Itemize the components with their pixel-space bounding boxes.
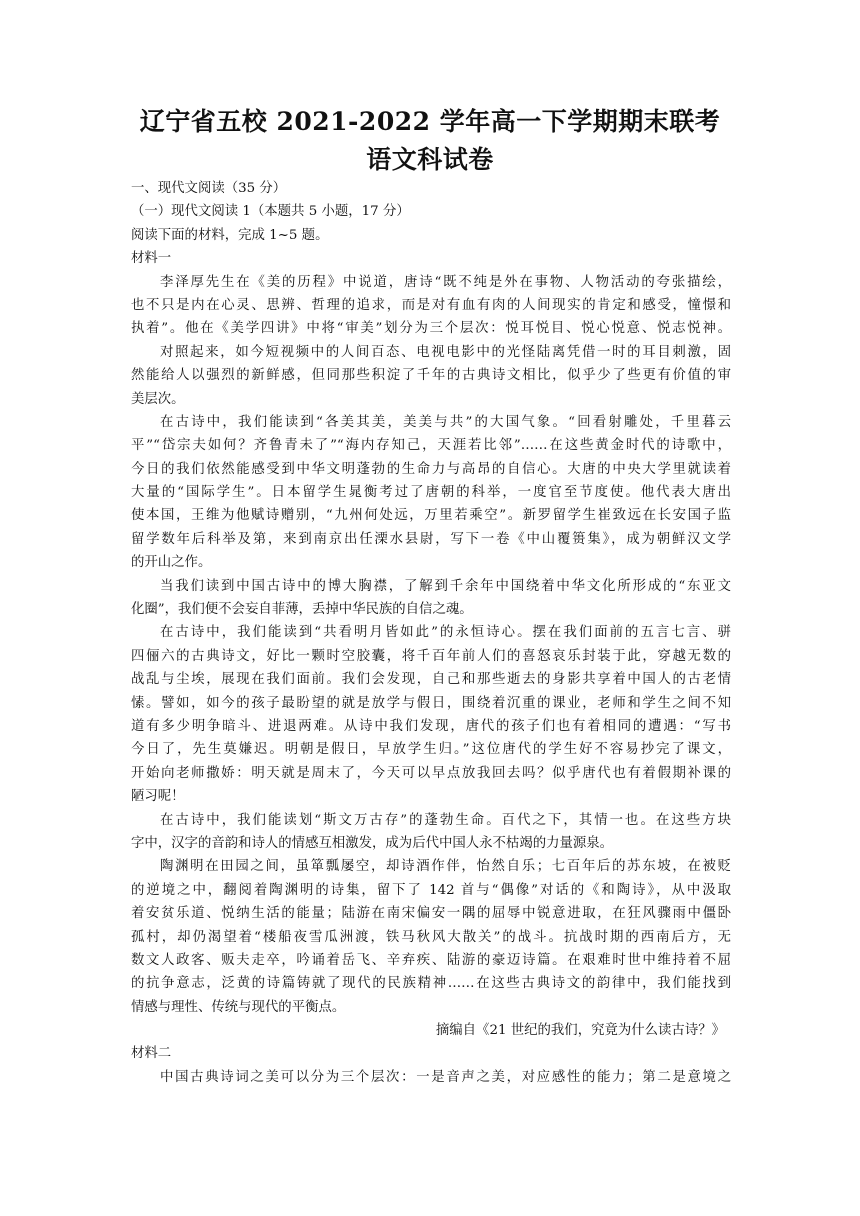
paragraph-line: 的抗争意志，泛黄的诗篇铸就了现代的民族精神……在这些古典诗文的韵律中，我们能找到 <box>131 976 731 992</box>
subsection-heading: （一）现代文阅读 1（本题共 5 小题，17 分） <box>131 204 410 220</box>
paragraph-line: 字中，汉字的音韵和诗人的情感互相激发，成为后代中国人永不枯竭的力量源泉。 <box>131 835 614 851</box>
paragraph-line: 美层次。 <box>131 391 185 407</box>
paragraph-line: 中国古典诗词之美可以分为三个层次：一是音声之美，对应感性的能力；第二是意境之 <box>160 1069 731 1085</box>
paragraph-line: 化圈”，我们便不会妄自菲薄，丢掉中华民族的自信之魂。 <box>131 602 473 618</box>
paragraph-line: 使本国，王维为他赋诗赠别，“九州何处远，万里若乘空”。新罗留学生崔致远在长安国子监 <box>131 508 731 524</box>
section-heading: 一、现代文阅读（35 分） <box>131 181 287 196</box>
paragraph-line: 在古诗中，我们能读到“共看明月皆如此”的永恒诗心。摆在我们面前的五言七言、骈 <box>160 625 731 641</box>
paragraph-line: 然能给人以强烈的新鲜感，但同那些积淀了千年的古典诗文相比，似乎少了些更有价值的审 <box>131 368 731 384</box>
paragraph-line: 数文人政客、贩夫走卒，吟诵着岳飞、辛弃疾、陆游的豪迈诗篇。在艰难时世中维持着不屈 <box>131 952 731 968</box>
paragraph-line: 也不只是内在心灵、思辨、哲理的追求，而是对有血有肉的人间现实的肯定和感受，憧憬和 <box>131 297 731 313</box>
paragraph-line: 对照起来，如今短视频中的人间百态、电视电影中的光怪陆离凭借一时的耳目刺激，固 <box>160 344 731 360</box>
paragraph-line: 愫。譬如，如今的孩子最盼望的就是放学与假日，围绕着沉重的课业，老师和学生之间不知 <box>131 695 731 711</box>
paragraph-line: 陶渊明在田园之间，虽箪瓢屡空，却诗酒作伴，怡然自乐；七百年后的苏东坡，在被贬 <box>160 859 731 875</box>
paragraph-line: 道有多少明争暗斗、进退两难。从诗中我们发现，唐代的孩子们也有着相同的遭遇：“写书 <box>131 718 731 734</box>
paragraph-line: 战乱与尘埃，展现在我们面前。我们会发现，自己和那些逝去的身影共享着中国人的古老情 <box>131 672 731 688</box>
source-citation: 摘编自《21 世纪的我们，究竟为什么读古诗？》 <box>435 1023 725 1039</box>
paragraph-line: 的开山之作。 <box>131 555 212 571</box>
material-label: 材料一 <box>131 251 172 267</box>
paragraph-line: 着安贫乐道、悦纳生活的能量；陆游在南宋偏安一隅的屈辱中锐意进取，在狂风骤雨中僵卧 <box>131 906 731 922</box>
exam-subtitle: 语文科试卷 <box>366 145 494 174</box>
material-label: 材料二 <box>131 1046 172 1062</box>
paragraph-line: 今日的我们依然能感受到中华文明蓬勃的生命力与高昂的自信心。大唐的中央大学里就读着 <box>131 461 731 477</box>
paragraph-line: 执着”。他在《美学四讲》中将“审美”划分为三个层次：悦耳悦目、悦心悦意、悦志悦神。 <box>131 321 731 337</box>
paragraph-line: 四俪六的古典诗文，好比一颗时空胶囊，将千百年前人们的喜怒哀乐封装于此，穿越无数的 <box>131 648 731 664</box>
paragraph-line: 留学数年后科举及第，来到南京出任溧水县尉，写下一卷《中山覆篑集》，成为朝鲜汉文学 <box>131 531 731 547</box>
paragraph-line: 情感与理性、传统与现代的平衡点。 <box>131 999 346 1015</box>
exam-title: 辽宁省五校 2021-2022 学年高一下学期期末联考 <box>139 107 721 136</box>
paragraph-line: 平”“岱宗夫如何？齐鲁青未了”“海内存知己，天涯若比邻”……在这些黄金时代的诗歌中， <box>131 438 731 454</box>
paragraph-line: 的逆境之中，翻阅着陶渊明的诗集，留下了 142 首与“偶像”对话的《和陶诗》，从中汲取 <box>131 882 731 898</box>
paragraph-line: 孤村，却仍渴望着“楼船夜雪瓜洲渡，铁马秋风大散关”的战斗。抗战时期的西南后方，无 <box>131 929 731 945</box>
exam-body <box>131 177 731 1089</box>
paragraph-line: 在古诗中，我们能读到“各美其美，美美与共”的大国气象。“回看射雕处，千里暮云 <box>160 414 731 430</box>
paragraph-line: 开始向老师撒娇：明天就是周末了，今天可以早点放我回去吗？似乎唐代也有着假期补课的 <box>131 765 731 781</box>
paragraph-line: 当我们读到中国古诗中的博大胸襟，了解到千余年中国绕着中华文化所形成的“东亚文 <box>160 578 731 594</box>
paragraph-line: 今日了，先生莫嫌迟。明朝是假日，早放学生归。”这位唐代的学生好不容易抄完了课文， <box>131 742 731 758</box>
paragraph-line: 大量的“国际学生”。日本留学生晁衡考过了唐朝的科举，一度官至节度使。他代表大唐出 <box>131 485 731 501</box>
paragraph-line: 陋习呢！ <box>131 789 185 805</box>
paragraph-line: 在古诗中，我们能读划“斯文万古存”的蓬勃生命。百代之下，其情一也。在这些方块 <box>160 812 731 828</box>
paragraph-line: 李泽厚先生在《美的历程》中说道，唐诗“既不纯是外在事物、人物活动的夸张描绘， <box>160 274 731 290</box>
instruction-text: 阅读下面的材料，完成 1~5 题。 <box>131 227 329 243</box>
